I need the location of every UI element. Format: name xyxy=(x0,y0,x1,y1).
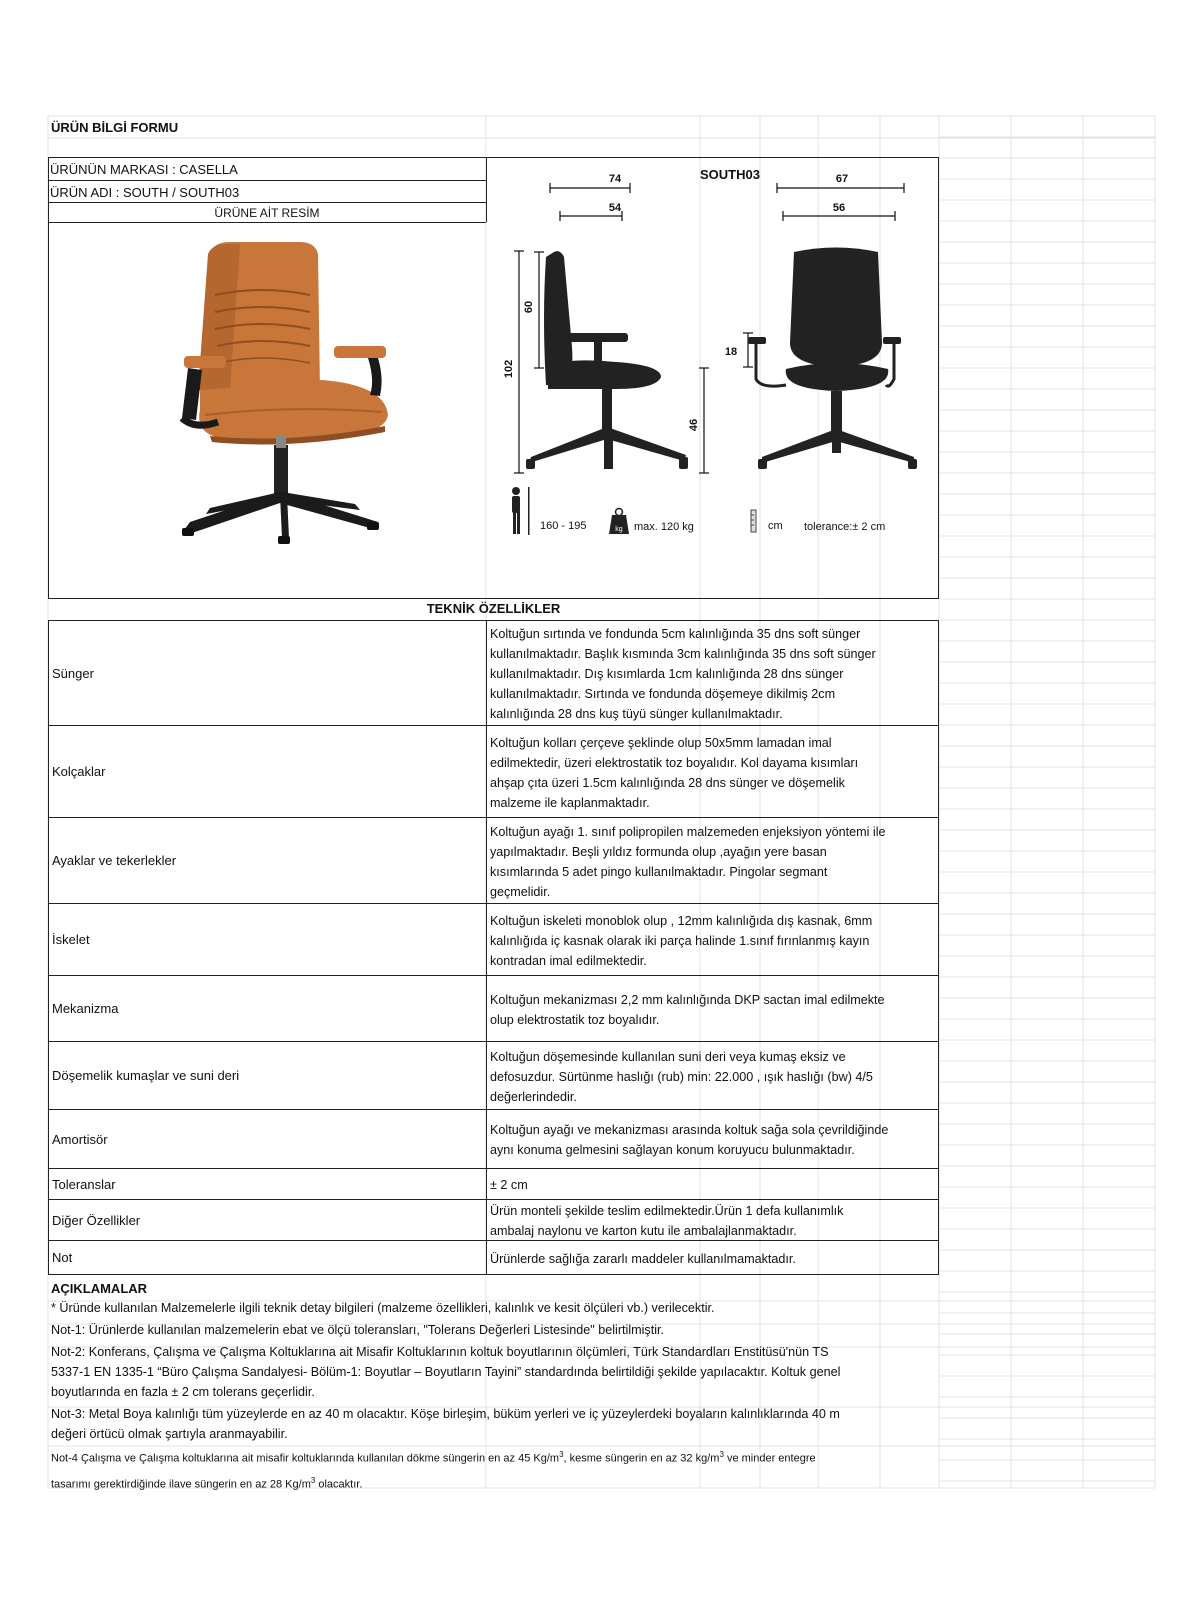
spec-value-line: Koltuğun iskeleti monoblok olup , 12mm kalınlığıda dış kasnak, 6mm xyxy=(490,913,873,928)
ruler-icon xyxy=(751,510,756,532)
note-2-line1: Not-2: Konferans, Çalışma ve Çalışma Koltuklarına ait Misafir Koltuklarının koltuk boyutlarının ölçümleri, Türk Standardları Enstitüsü'nün TS xyxy=(51,1345,829,1359)
spec-value-line: Koltuğun mekanizması 2,2 mm kalınlığında DKP sactan imal edilmekte xyxy=(490,992,885,1007)
spec-label: Not xyxy=(49,1241,487,1274)
spec-value-line: geçmelidir. xyxy=(490,884,551,899)
technical-drawing xyxy=(486,157,938,557)
note-1: Not-1: Ürünlerde kullanılan malzemelerin ebat ve ölçü toleransları, "Tolerans Değerleri Listesinde" belirtilmiştir. xyxy=(51,1323,665,1337)
spec-row xyxy=(49,621,938,726)
note-4-line2: tasarımı gerektirdiğinde ilave süngerin en az 28 $Kg/m^3$ olacaktır. xyxy=(51,1475,363,1491)
spec-value xyxy=(487,621,938,725)
spec-value xyxy=(487,818,938,903)
spec-label: Diğer Özellikler xyxy=(49,1200,487,1240)
spec-row xyxy=(49,1169,938,1200)
unit-label: cm xyxy=(768,520,783,532)
spec-value-line: kalınlığıda iç kasnak olarak iki parça halinde 1.sınıf fırınlanmış kayın xyxy=(490,933,870,948)
spec-value-line: ± 2 cm xyxy=(490,1178,528,1192)
spec-row xyxy=(49,1200,938,1241)
person-height-icon xyxy=(512,487,530,535)
spec-value-line: değerlerindedir. xyxy=(490,1089,577,1104)
caption-row-line xyxy=(48,222,486,223)
note-3-line1: Not-3: Metal Boya kalınlığı tüm yüzeylerde en az 40 m olacaktır. Köşe birleşim, büküm yerleri ve iç yüzeylerdeki boyaların kalınlıklarında 40 m xyxy=(51,1407,840,1421)
dim-seat-width: 54 xyxy=(608,202,622,214)
front-view-chair xyxy=(748,248,917,470)
model-code: SOUTH03 xyxy=(700,167,760,182)
note-general: * Üründe kullanılan Malzemelerle ilgili teknik detay bilgileri (malzeme özellikleri, kalınlık ve kesit ölçüleri vb.) verilecektir. xyxy=(51,1301,715,1315)
spec-value-line: Koltuğun kolları çerçeve şeklinde olup 50x5mm lamadan imal xyxy=(490,735,832,750)
spec-label: İskelet xyxy=(49,904,487,975)
side-view-chair xyxy=(526,251,688,469)
spec-value-line: Ürün monteli şekilde teslim edilmektedir.Ürün 1 defa kullanımlık xyxy=(490,1204,844,1218)
spec-value-line: edilmektedir, üzeri elektrostatik toz boyalıdır. Kol dayama kısımları xyxy=(490,755,859,770)
spec-row xyxy=(49,1042,938,1110)
product-name-line: ÜRÜN ADI : SOUTH / SOUTH03 xyxy=(50,185,240,200)
spec-value xyxy=(487,1169,938,1199)
spec-value-line: defosuzdur. Sürtünme haslığı (rub) min: 22.000 , ışık haslığı (bw) 4/5 xyxy=(490,1069,873,1084)
spec-value-line: kullanılmaktadır. Başlık kısmında 3cm kalınlığında 35 dns soft sünger xyxy=(490,647,876,661)
spec-row xyxy=(49,726,938,818)
spec-value xyxy=(487,1241,938,1274)
note-2-line3: boyutlarında en fazla ± 2 cm tolerans geçerlidir. xyxy=(51,1385,315,1399)
spec-value-line: kalınlığında 28 dns kuş tüyü sünger kullanılmaktadır. xyxy=(490,707,783,721)
tolerance-label: tolerance:± 2 cm xyxy=(804,521,886,533)
dim-seat-height: 46 xyxy=(688,418,700,432)
spec-value-line: Ürünlerde sağlığa zararlı maddeler kullanılmamaktadır. xyxy=(490,1251,796,1266)
dim-seat-depth: 56 xyxy=(832,202,846,214)
spec-value-line: Koltuğun ayağı 1. sınıf polipropilen malzemeden enjeksiyon yöntemi ile xyxy=(490,824,886,839)
photo-caption: ÜRÜNE AİT RESİM xyxy=(214,206,320,220)
spec-value-line: malzeme ile kaplanmaktadır. xyxy=(490,795,650,810)
spec-value xyxy=(487,726,938,817)
spec-value-line: kısımlarında 5 adet pingo kullanılmaktadır. Pingolar segmant xyxy=(490,864,828,879)
note-2-line2: 5337-1 EN 1335-1 “Büro Çalışma Sandalyesi- Bölüm-1: Boyutlar – Boyutların Tayini” standardında belirtildiği şekilde yapılacaktır. Koltuk genel xyxy=(51,1365,841,1379)
note-3-line2: değeri örtücü olmak şartıyla aranmayabilir. xyxy=(51,1427,288,1441)
spec-row xyxy=(49,1241,938,1275)
dim-back-width: 67 xyxy=(835,173,849,185)
notes-heading: AÇIKLAMALAR xyxy=(51,1281,148,1296)
spec-value-line: kullanılmaktadır. Dış kısımlarda 1cm kalınlığında 28 dns sünger xyxy=(490,667,844,681)
spec-label: Ayaklar ve tekerlekler xyxy=(49,818,487,903)
dim-arm-height: 18 xyxy=(724,346,738,358)
spec-label: Kolçaklar xyxy=(49,726,487,817)
spec-row xyxy=(49,818,938,904)
spec-value xyxy=(487,976,938,1041)
chair-photo xyxy=(170,240,410,560)
spec-label: Döşemelik kumaşlar ve suni deri xyxy=(49,1042,487,1109)
spec-value-line: yapılmaktadır. Beşli yıldız formunda olup ,ayağın yere basan xyxy=(490,844,827,859)
spec-label: Amortisör xyxy=(49,1110,487,1168)
dim-total-height: 102 xyxy=(503,359,515,379)
spec-value xyxy=(487,904,938,975)
spec-value-line: kontradan imal edilmektedir. xyxy=(490,953,647,968)
spec-value xyxy=(487,1110,938,1168)
spec-label: Sünger xyxy=(49,621,487,725)
spec-value-line: Koltuğun döşemesinde kullanılan suni deri veya kumaş eksiz ve xyxy=(490,1049,846,1064)
name-row-line xyxy=(48,202,486,203)
spec-row xyxy=(49,976,938,1042)
spec-value xyxy=(487,1200,938,1240)
spec-label: Mekanizma xyxy=(49,976,487,1041)
spec-value-line: Koltuğun sırtında ve fondunda 5cm kalınlığında 35 dns soft sünger xyxy=(490,627,861,641)
chair-arm-left xyxy=(184,356,226,368)
note-4-line1: Not-4 Çalışma ve Çalışma koltuklarına ait misafir koltuklarında kullanılan dökme süngerin en az 45 $Kg/m^3$, kesme süngerin en az 32 $kg/m^3$ ve minder entegre xyxy=(51,1450,816,1465)
brand-row-line xyxy=(48,180,486,181)
dim-back-height: 60 xyxy=(523,300,535,314)
spec-row xyxy=(49,904,938,976)
notes-block xyxy=(51,1298,941,1495)
chair-arm-right xyxy=(334,346,386,358)
spec-value-line: ahşap çıta üzeri 1.5cm kalınlığında 28 dns sünger ve döşemelik xyxy=(490,775,845,790)
max-load: max. 120 kg xyxy=(634,521,694,533)
spec-table xyxy=(48,620,939,1275)
spec-value-line: Koltuğun ayağı ve mekanizması arasında koltuk sağa sola çevrildiğinde xyxy=(490,1123,889,1137)
dim-total-width: 74 xyxy=(608,173,622,185)
spec-value-line: kullanılmaktadır. Sırtında ve fondunda döşemeye dikilmiş 2cm xyxy=(490,687,836,701)
spec-heading: TEKNİK ÖZELLİKLER xyxy=(426,601,561,616)
spec-value xyxy=(487,1042,938,1109)
spec-value-line: aynı konuma gelmesini sağlayan konum koruyucu bulunmaktadır. xyxy=(490,1143,855,1157)
user-height: 160 - 195 xyxy=(540,520,587,532)
weight-icon-label: kg xyxy=(615,526,623,533)
form-title: ÜRÜN BİLGİ FORMU xyxy=(51,120,179,135)
brand-line: ÜRÜNÜN MARKASI : CASELLA xyxy=(50,162,238,177)
spec-value-line: olup elektrostatik toz boyalıdır. xyxy=(490,1012,660,1027)
spec-label: Toleranslar xyxy=(49,1169,487,1199)
chair-gas-lift xyxy=(274,445,288,495)
spec-value-line: ambalaj naylonu ve karton kutu ile ambalajlanmaktadır. xyxy=(490,1224,797,1238)
spec-row xyxy=(49,1110,938,1169)
